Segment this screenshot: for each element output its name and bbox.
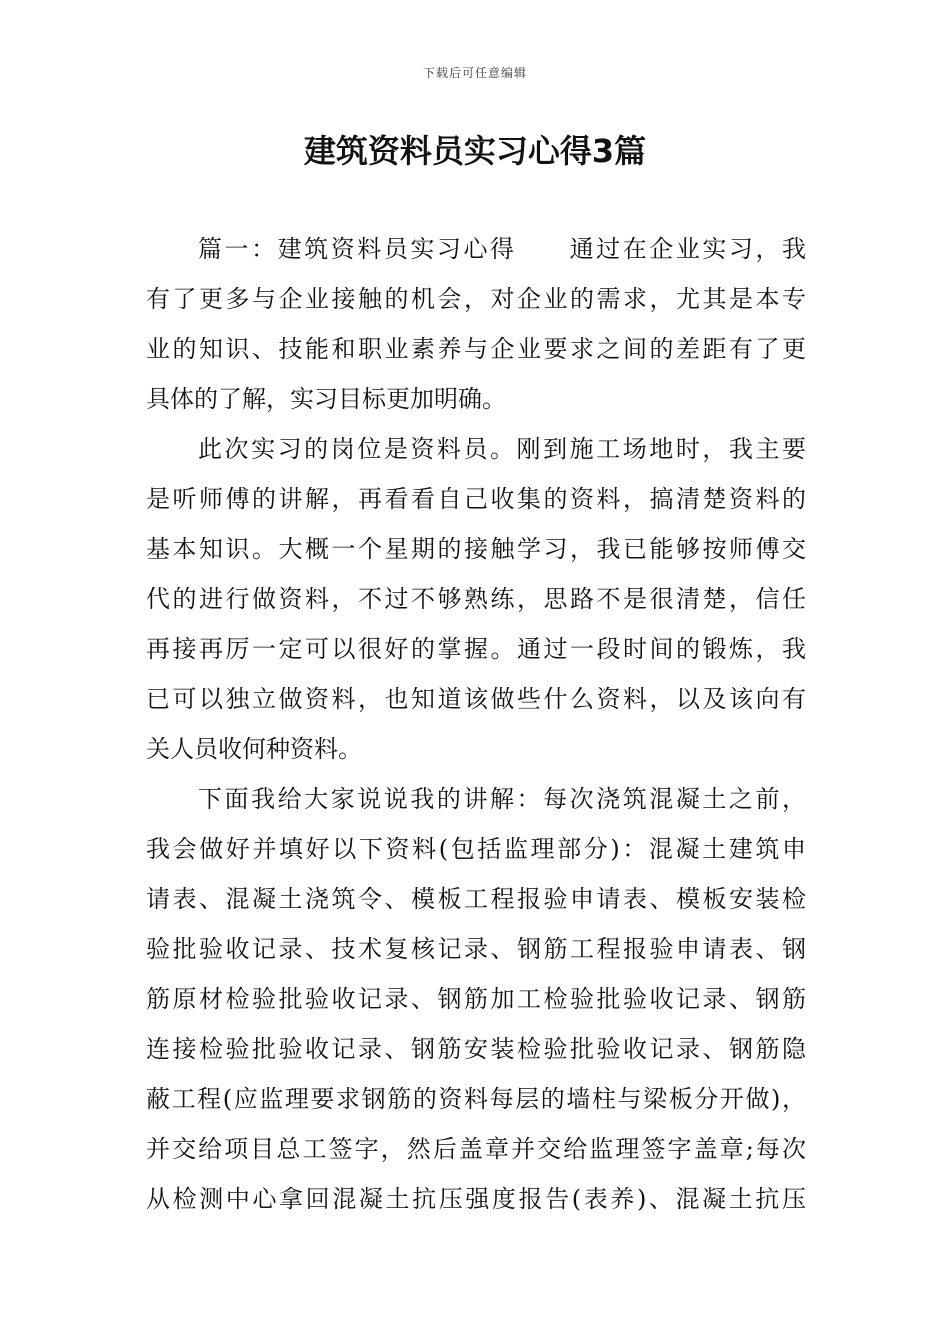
text-line: 是听师傅的讲解，再看看自己收集的资料，搞清楚资料的 xyxy=(146,485,806,513)
text-line: 关人员收何种资料。 xyxy=(146,735,362,763)
header-note: 下载后可任意编辑 xyxy=(422,66,527,80)
text-line: 筋原材检验批验收记录、钢筋加工检验批验收记录、钢筋 xyxy=(146,985,806,1013)
text-line: 并交给项目总工签字，然后盖章并交给监理签字盖章;每次 xyxy=(146,1135,806,1163)
document-title: 建筑资料员实习心得3篇 xyxy=(303,132,647,170)
text-line: 蔽工程(应监理要求钢筋的资料每层的墙柱与梁板分开做)， xyxy=(146,1085,806,1113)
text-line: 业的知识、技能和职业素养与企业要求之间的差距有了更 xyxy=(146,335,806,363)
text-line: 再接再厉一定可以很好的掌握。通过一段时间的锻炼，我 xyxy=(146,635,806,663)
text-line: 具体的了解，实习目标更加明确。 xyxy=(146,385,506,413)
text-line: 有了更多与企业接触的机会，对企业的需求，尤其是本专 xyxy=(146,285,806,313)
text-line: 请表、混凝土浇筑令、模板工程报验申请表、模板安装检 xyxy=(146,885,806,913)
text-line: 我会做好并填好以下资料(包括监理部分)：混凝土建筑申 xyxy=(146,835,806,863)
text-line: 此次实习的岗位是资料员。刚到施工场地时，我主要 xyxy=(198,435,806,463)
text-line: 篇一：建筑资料员实习心得 通过在企业实习，我 xyxy=(198,235,806,263)
document-body xyxy=(146,224,806,1224)
text-line: 验批验收记录、技术复核记录、钢筋工程报验申请表、钢 xyxy=(146,935,806,963)
text-line: 代的进行做资料，不过不够熟练，思路不是很清楚，信任 xyxy=(146,585,806,613)
text-line: 从检测中心拿回混凝土抗压强度报告(表养)、混凝土抗压 xyxy=(146,1185,806,1213)
text-line: 连接检验批验收记录、钢筋安装检验批验收记录、钢筋隐 xyxy=(146,1035,806,1063)
text-line: 下面我给大家说说我的讲解：每次浇筑混凝土之前， xyxy=(198,785,806,813)
text-line: 已可以独立做资料，也知道该做些什么资料，以及该向有 xyxy=(146,685,806,713)
text-line: 基本知识。大概一个星期的接触学习，我已能够按师傅交 xyxy=(146,535,806,563)
